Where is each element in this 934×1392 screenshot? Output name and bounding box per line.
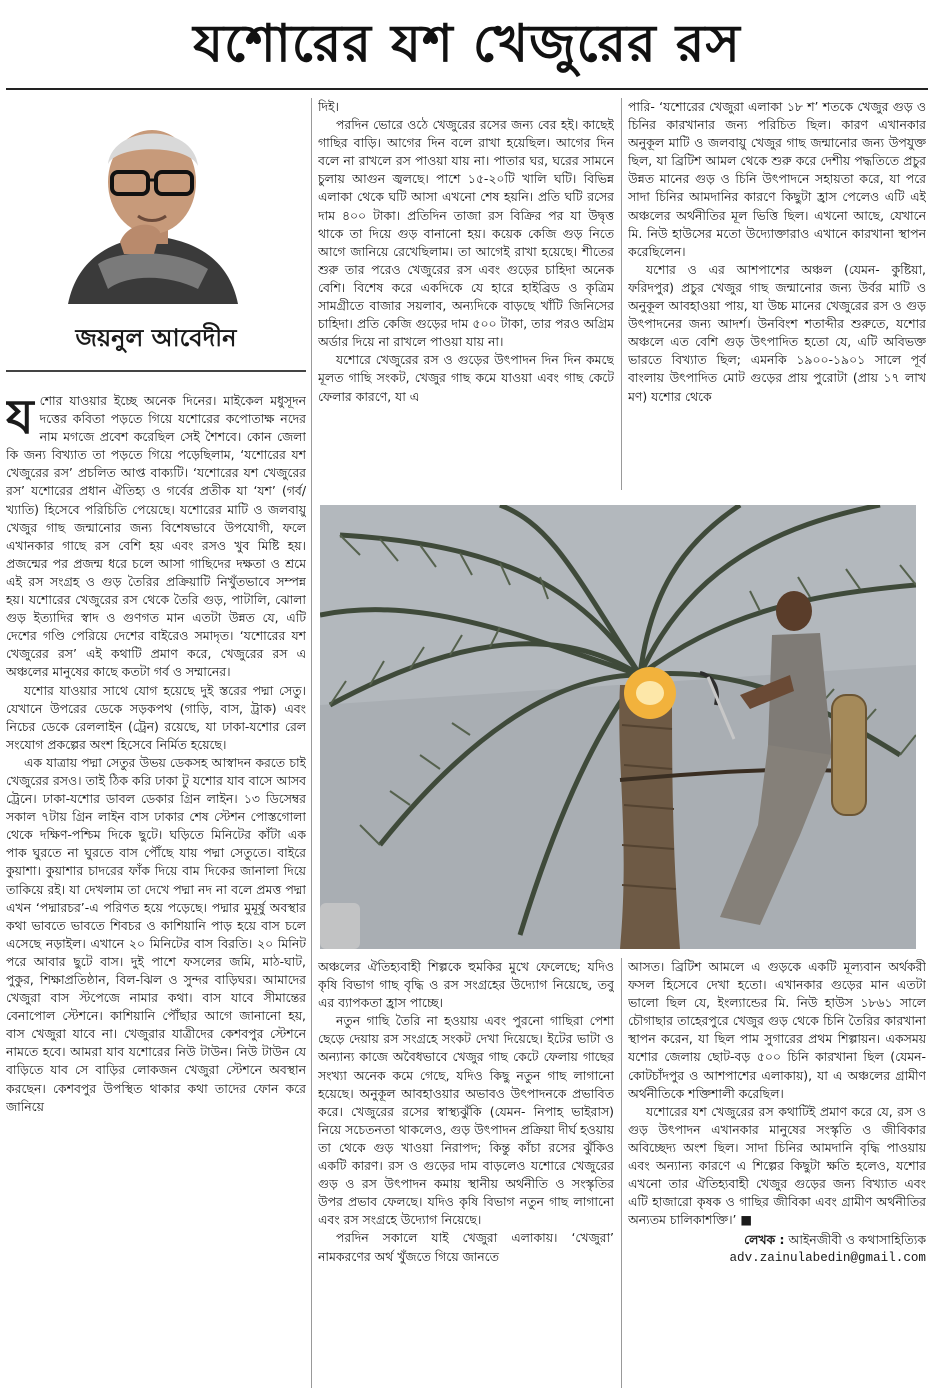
dropcap: য <box>6 392 34 445</box>
paragraph: পারি- ‘যশোরের খেজুরা এলাকা ১৮ শ’ শতকে খেজুর গুড় ও চিনির কারখানার জন্য পরিচিত ছিল। কারণ এখানকার অনুকূল মাটি ও জলবায়ু খেজুর গাছ জন্মানোর জন্য উপযুক্ত ছিল, যা ব্রিটিশ আমল থেকে শুরু করে দেশীয় পদ্ধতিতে প্রচুর উন্নত মানের গুড় ও চিনি উৎপাদনে সহায়তা করে, যা পরে সাদা চিনির আমদানির কারণে কিছুটা হ্রাস পেলেও এটি এই অঞ্চলের অর্থনীতির মূল ভিত্তি ছিল। এখনো আছে, যেখানে মি. নিউ হাউসের মতো উদ্যোক্তারাও এখানে কারখানা স্থাপন করেছিলেন। <box>628 99 926 259</box>
byline-label: লেখক : <box>744 1232 785 1248</box>
headline: যশোরের যশ খেজুরের রস <box>193 14 741 74</box>
column-left <box>6 392 306 1388</box>
paragraph: যশোরের যশ খেজুরের রস কথাটিই প্রমাণ করে যে, রস ও গুড় উৎপাদন এখানকার মানুষের সংস্কৃতি ও জীবিকার অবিচ্ছেদ্য অংশ ছিল। সাদা চিনির আমদানি বৃদ্ধি পাওয়ায় এবং অন্যান্য কারণে এ শিল্পের কিছুটা ক্ষতি হলেও, যশোর এখনো তার ঐতিহ্যবাহী খেজুর গুড়ের জন্য বিখ্যাত এবং এটি হাজারো কৃষক ও গাছির জীবিকা এবং গ্রামীণ অর্থনীতির অন্যতম চালিকাশক্তি।’ ■ <box>628 1103 926 1228</box>
author-rule <box>6 370 306 372</box>
author-byline <box>628 1231 926 1249</box>
column-middle-top <box>318 98 614 490</box>
column-right-top <box>628 98 926 490</box>
paragraph: অঞ্চলের ঐতিহ্যবাহী শিল্পকে হুমকির মুখে ফেলেছে; যদিও কৃষি বিভাগ গাছ বৃদ্ধি ও রস সংগ্রহের উদ্যোগ নিয়েছে, তবু এর ব্যাপকতা হ্রাস পাচ্ছে। <box>318 959 614 1011</box>
column-right-bottom <box>628 958 926 1390</box>
paragraph-intro <box>6 392 306 682</box>
date-palm-photo <box>320 505 916 949</box>
paragraph: নতুন গাছি তৈরি না হওয়ায় এবং পুরনো গাছিরা পেশা ছেড়ে দেয়ায় রস সংগ্রহে সংকট দেখা দিয়েছে। ইটের ভাটা ও অন্যান্য কাজে অবৈধভাবে খেজুর গাছ কেটে ফেলায় গাছের সংখ্যা অনেক কমে গেছে, যদিও কিছু নতুন গাছ লাগানো হয়েছে। অনুকূল আবহাওয়ার অভাবও উৎপাদনকে প্রভাবিত করে। খেজুরের রসের স্বাস্থ্যঝুঁকি (যেমন- নিপাহ ভাইরাস) নিয়ে সচেতনতা থাকলেও, গুড় উৎপাদন প্রক্রিয়া দীর্ঘ হওয়ায় তা থেকে গুড় খাওয়া নিরাপদ; কিন্তু কাঁচা রসের ঝুঁকিও একটি কারণ। রস ও গুড়ের দাম বাড়লেও যশোরে খেজুরের গুড় ও রস উৎপাদন কমায় স্থানীয় অর্থনীতি ও সংস্কৃতির উপর প্রভাব ফেলছে। যদিও কৃষি বিভাগ নতুন গাছ লাগানো এবং রস সংগ্রহে উদ্যোগ নিয়েছে। <box>318 1013 614 1228</box>
author-photo <box>58 104 246 304</box>
paragraph-bridge: যশোর যাওয়ার সাথে যোগ হয়েছে দুই স্তরের পদ্মা সেতু। যেখানে উপরের ডেকে সড়কপথ (গাড়ি, বাস, ট্রাক) এবং নিচের ডেকে রেললাইন (ট্রেন) রয়েছে, যা ঢাকা-যশোর রেল সংযোগ প্রকল্পের অংশ হিসেবে নির্মিত হয়েছে। <box>6 682 306 752</box>
headline-rule <box>6 88 928 90</box>
paragraph: আসত। ব্রিটিশ আমলে এ গুড়কে একটি মূল্যবান অর্থকরী ফসল হিসেবে দেখা হতো। এখানকার গুড়ের মান এতটা ভালো ছিল যে, ইংল্যান্ডের মি. নিউ হাউস ১৮৬১ সালে চৌগাছার তাহেরপুরে খেজুর গুড় থেকে চিনি তৈরির কারখানা স্থাপন করেন, যা ছিল পাম সুগারের প্রথম শিল্পায়ন। একসময় যশোর জেলায় ছোট-বড় ৫০০ চিনি কারখানা ছিল (যেমন- কোটচাঁদপুর ও আশপাশের এলাকায়), যা এ অঞ্চলের গ্রামীণ অর্থনীতিকে শক্তিশালী করেছিল। <box>628 959 926 1101</box>
paragraph: যশোর ও এর আশপাশের অঞ্চল (যেমন- কুষ্টিয়া, ফরিদপুর) প্রচুর খেজুর গাছ জন্মানোর জন্য উর্বর মাটি ও অনুকূল আবহাওয়া পায়, যা উচ্চ মানের খেজুরের রস ও গুড় উৎপাদনের জন্য আদর্শ। উনবিংশ শতাব্দীর শুরুতে, যশোর অঞ্চলে এত বেশি গুড় উৎপাদিত হতো যে, এটি অবিভক্ত ভারতে বিখ্যাত ছিল; এমনকি ১৯০০-১৯০১ সালে পূর্ব বাংলায় উৎপাদিত মোট গুড়ের প্রায় পুরোটা (প্রায় ১৭ লাখ মণ) যশোর থেকে <box>628 261 926 404</box>
paragraph: পরদিন ভোরে ওঠে খেজুরের রসের জন্য বের হই। কাছেই গাছির বাড়ি। আগের দিন বলে রাখা হয়েছিল। আগের দিন বলে না রাখলে রস পাওয়া যায় না। পাতার ঘর, ঘরের সামনে চুলায় আগুন জ্বলছে। পাশে ১৫-২০টি খালি ঘটি। বিভিন্ন এলাকা থেকে ঘটি আসা এখনো শেষ হয়নি। প্রতি ঘটি রসের দাম ৪০০ টাকা। প্রতিদিন তাজা রস বিক্রির পর যা উদ্বৃত্ত থাকে তা দিয়ে গুড় বানানো হয়। কয়েক কেজি গুড় নিতে আগে জানিয়ে রেখেছিলাম। তা আগেই রাখা হয়েছে। শীতের শুরু তার পরেও খেজুরের রস এবং গুড়ের চাহিদা অনেক বেশি। বিশেষ করে একদিকে যে হারে হাইব্রিড ও কৃত্রিম সামগ্রীতে বাজার সয়লাব, অন্যদিকে বাড়ছে খাঁটি জিনিসের চাহিদা। প্রতি কেজি গুড়ের দাম ৫০০ টাকা, তার পরও অগ্রিম অর্ডার দিয়ে না রাখলে পাওয়া যায় না। <box>318 117 614 350</box>
author-email[interactable]: adv.zainulabedin@gmail.com <box>729 1251 926 1266</box>
column-middle-bottom <box>318 958 614 1390</box>
column-divider <box>311 98 312 1388</box>
column-divider <box>621 958 622 1388</box>
paragraph: পরদিন সকালে যাই খেজুরা এলাকায়। ‘খেজুরা’ নামকরণের অর্থ খুঁজতে গিয়ে জানতে <box>318 1230 614 1264</box>
column-divider <box>621 98 622 490</box>
paragraph-intro-text: শোর যাওয়ার ইচ্ছে অনেক দিনের। মাইকেল মধুসূদন দত্তের কবিতা পড়তে গিয়ে যশোরের কপোতাক্ষ নদের নাম মগজে প্রবেশ করেছিল সেই শৈশবে। কোন জেলা কি জন্য বিখ্যাত তা পড়তে গিয়ে পড়েছিলাম, ‘যশোরের যশ খেজুরের রস’ প্রচলিত আপ্ত বাক্যটি। ‘যশোরের যশ খেজুরের রস’ যশোরের প্রধান ঐতিহ্য ও গর্বের প্রতীক যা ‘যশ’ (গর্ব/খ্যাতি) হিসেবে পরিচিতি পেয়েছে। যশোরের মাটি ও জলবায়ু খেজুর গাছ জন্মানোর জন্য বিশেষভাবে উপযোগী, ফলে এখানকার গাছে রস বেশি হয় এবং রসও খুব মিষ্টি হয়। প্রজন্মের পর প্রজন্ম ধরে চলে আসা গাছিদের দক্ষতা ও শ্রমে এই রস সংগ্রহ ও গুড় তৈরির প্রক্রিয়াটি নিখুঁতভাবে সম্পন্ন হয়। যশোরের খেজুরের রস থেকে তৈরি গুড়, পাটালি, ঝোলা গুড় ইত্যাদির স্বাদ ও গুণগত মান এতটা উন্নত যে, এটি দেশের গণ্ডি পেরিয়ে দেশের বাইরেও সমাদৃত। ‘যশোরের যশ খেজুরের রস’ এই কথাটি প্রমাণ করে, খেজুরের রস এ অঞ্চলের মানুষের কাছে কতটা গর্ব ও সম্মানের। <box>6 393 306 680</box>
author-name: জয়নুল আবেদীন <box>75 324 237 352</box>
byline-text: আইনজীবী ও কথাসাহিত্যিক <box>788 1232 926 1248</box>
paragraph: যশোরে খেজুরের রস ও গুড়ের উৎপাদন দিন দিন কমছে মূলত গাছি সংকট, খেজুর গাছ কমে যাওয়া এবং গাছ কেটে ফেলার কারণে, যা এ <box>318 352 614 404</box>
paragraph-journey: এক যাত্রায় পদ্মা সেতুর উভয় ডেকসহ আস্বাদন করতে চাই খেজুরের রসও। তাই ঠিক করি ঢাকা টু যশোর যাব বাসে আসব ট্রেনে। ঢাকা-যশোর ডাবল ডেকার গ্রিন লাইন। ১৩ ডিসেম্বর সকাল ৭টায় গ্রিন লাইন বাস ঢাকার শেষ স্টেশন পোস্তগোলা থেকে দক্ষিণ-পশ্চিম দিকে ছুটে। ঘড়িতে মিনিটের কাঁটা এক পাক ঘুরতে না ঘুরতে বাস পৌঁছে যায় পদ্মা সেতুতে। বাইরে কুয়াশা। কুয়াশার চাদরের ফাঁক দিয়ে বাম দিকের জানালা দিয়ে তাকিয়ে রই। যা দেখলাম তা দেখে পদ্মা নদ না বলে প্রমত্ত পদ্মা এখন ‘পদ্মারচর’-এ পরিণত হয়ে পড়েছে। পদ্মার মুমূর্ষু অবস্থার কথা ভাবতে ভাবতে শিবচর ও কাশিয়ানি পাড় হয়ে বাস চলে এসেছে নড়াইল। এখানে ২০ মিনিটের বাস বিরতি। ২০ মিনিট পরে আবার ছুটে বাস। দুই পাশে ফসলের জমি, মাঠ-ঘাট, পুকুর, শিক্ষাপ্রতিষ্ঠান, বিল-ঝিল ও সুন্দর বাড়িঘর। আমাদের খেজুরা বাস স্টপেজে নামার কথা। বাস যাবে সীমান্তের বেনাপোল স্টেশনে। কাশিয়ানি পৌঁছার আগে জানানো হয়, বাস খেজুরা যাবে না। খেজুরার যাত্রীদের কেশবপুর স্টেশনে নামতে হবে। আমরা যাব যশোরের নিউ টাউন। নিউ টাউন যে বাড়িতে যাব সে বাড়ির লোকজন খেজুরা স্টেশনে অবস্থান করছেন। কেশবপুর উপস্থিত থাকার কথা তাদের ফোন করে জানিয়ে <box>6 754 306 1114</box>
paragraph: দিই। <box>318 99 339 114</box>
